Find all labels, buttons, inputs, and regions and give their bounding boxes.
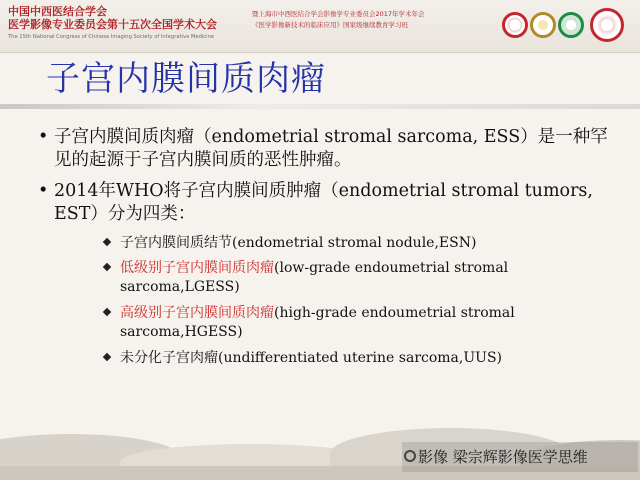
bullet-text: 2014年WHO将子宫内膜间质肿瘤（endometrial stromal tumors, EST）分为四类： bbox=[54, 181, 593, 224]
wechat-icon bbox=[404, 450, 416, 462]
congress-block bbox=[8, 5, 238, 41]
sub-item-esn bbox=[104, 234, 584, 253]
sub-item-hgess bbox=[104, 304, 584, 342]
sub-item-highlight: 高级别子宫内膜间质肉瘤 bbox=[120, 305, 274, 321]
bullet-dot-icon: • bbox=[38, 127, 49, 147]
sub-item-text: 子宫内膜间质结节(endometrial stromal nodule,ESN) bbox=[120, 235, 477, 251]
sub-item-english: (high-grade endoumetrial stromal sarcoma,HGESS) bbox=[120, 305, 515, 340]
bullet-dot-icon: • bbox=[38, 181, 49, 201]
course-line: 《医学影像新技术的临床应用》国家级继续教育学习班 bbox=[252, 21, 408, 29]
org-name: 中国中西医结合学会 bbox=[8, 5, 107, 18]
sub-item-highlight: 低级别子宫内膜间质肉瘤 bbox=[120, 260, 274, 276]
sub-item-uus bbox=[104, 349, 584, 368]
slide-title: 子宫内膜间质肉瘤 bbox=[46, 59, 326, 99]
slide-header bbox=[0, 0, 640, 53]
bullet-text: 子宫内膜间质肉瘤（endometrial stromal sarcoma, ESS）是一种罕见的起源于子宫内膜间质的恶性肿瘤。 bbox=[54, 127, 608, 170]
annual-meeting-block bbox=[252, 10, 492, 30]
title-divider bbox=[0, 104, 640, 109]
bullet-classification bbox=[38, 180, 608, 226]
congress-name: 医学影像专业委员会第十五次全国学术大会 bbox=[8, 18, 217, 31]
society-logo-icon bbox=[502, 12, 528, 38]
hospital-logo-icon bbox=[590, 8, 624, 42]
sub-item-lgess bbox=[104, 259, 584, 297]
medical-emblem-icon bbox=[530, 12, 556, 38]
association-logo-icon bbox=[558, 12, 584, 38]
congress-name-english: The 15th National Congress of Chinese Imaging Society of Integrative Medicine bbox=[8, 34, 215, 40]
annual-meeting-line: 暨上海市中西医结合学会影像学专业委员会2017年学术年会 bbox=[252, 10, 425, 18]
watermark-caption: 影像 梁宗辉影像医学思维 bbox=[418, 448, 588, 466]
bullet-definition bbox=[38, 126, 608, 172]
sub-item-text: 未分化子宫肉瘤(undifferentiated uterine sarcoma,UUS) bbox=[120, 350, 502, 366]
sub-item-english: (low-grade endoumetrial stromal sarcoma,LGESS) bbox=[120, 260, 509, 295]
